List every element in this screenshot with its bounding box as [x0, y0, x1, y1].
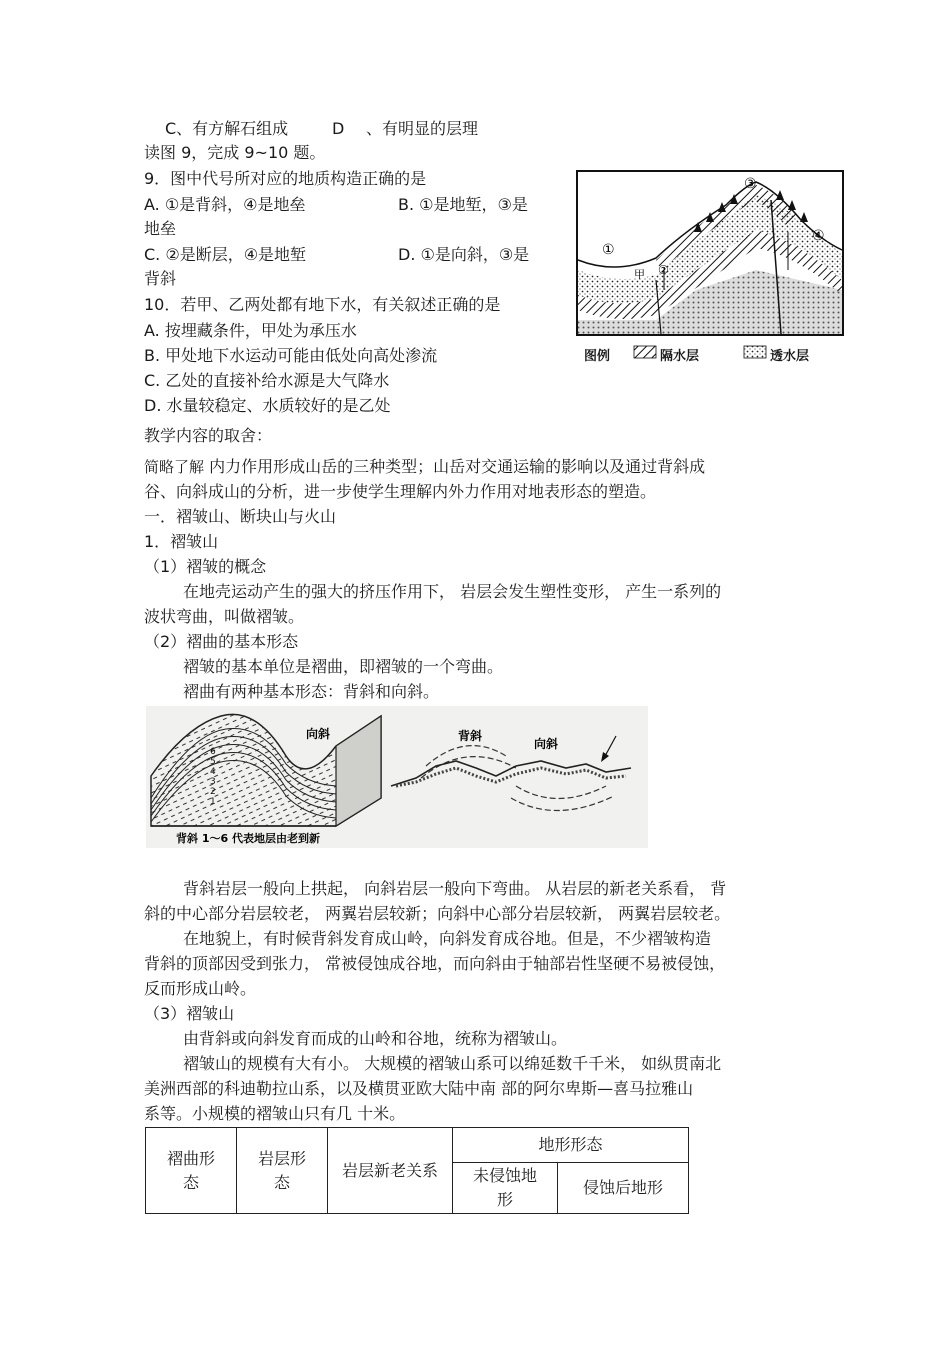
subsection-1-para-line1: 在地壳运动产生的强大的挤压作用下， 岩层会发生塑性变形， 产生一系列的	[183, 582, 722, 601]
layer-number: 5	[210, 757, 216, 767]
prev-option-c: C、有方解石组成	[165, 119, 289, 138]
label-n2: ②	[658, 263, 669, 277]
summary-line1	[144, 456, 705, 478]
layer-number: 2	[210, 787, 216, 797]
fold-comparison-table	[145, 1127, 689, 1214]
subsection-3-para2-line1: 褶皱山的规模有大有小。 大规模的褶皱山系可以绵延数千千米， 如纵贯南北	[183, 1054, 722, 1073]
figure-9-geology-section	[576, 170, 844, 368]
body-p1-line2: 斜的中心部分岩层较老， 两翼岩层较新；向斜中心部分岩层较新， 两翼岩层较老。	[144, 904, 731, 923]
q9-option-d-cont: 背斜	[144, 269, 177, 288]
layer-number: 1	[210, 797, 216, 807]
fold-left-label: 向斜	[306, 727, 331, 741]
subsection-2-para2: 褶曲有两种基本形态：背斜和向斜。	[183, 682, 440, 701]
legend-swatch-impermeable	[634, 346, 656, 358]
subsection-3-para1: 由背斜或向斜发育而成的山岭和谷地，统称为褶皱山。	[183, 1029, 568, 1048]
layer-number: 6	[210, 747, 216, 757]
q10-option-a: A. 按埋藏条件，甲处为承压水	[144, 321, 357, 340]
table-header-fold-form: 褶曲形态	[146, 1128, 237, 1214]
legend-impermeable: 隔水层	[660, 349, 700, 364]
q10-option-d: D. 水量较稳定、水质较好的是乙处	[144, 396, 391, 415]
table-header-uneroded: 未侵蚀地形	[453, 1163, 558, 1214]
table-header-rock-form: 岩层形态	[237, 1128, 328, 1214]
prev-option-d-letter: D	[332, 119, 345, 138]
layer-number: 3	[210, 777, 216, 787]
body-p1-line1: 背斜岩层一般向上拱起， 向斜岩层一般向下弯曲。 从岩层的新老关系看， 背	[183, 879, 727, 898]
subsection-3-para2-line2: 美洲西部的科迪勒拉山系，以及横贯亚欧大陆中南 部的阿尔卑斯—喜马拉雅山	[144, 1079, 694, 1098]
layer-number: 4	[210, 767, 216, 777]
subsection-1-title: （1）褶皱的概念	[144, 557, 267, 576]
q9-option-d: D. ①是向斜，③是	[398, 245, 530, 264]
fold-caption: 背斜 1～6 代表地层由老到新	[176, 832, 320, 845]
label-n3: ③	[744, 176, 757, 192]
subsection-2-title: （2）褶曲的基本形态	[144, 632, 299, 651]
question-intro: 读图 9，完成 9~10 题。	[144, 143, 326, 162]
subsection-2-para1: 褶皱的基本单位是褶曲，即褶皱的一个弯曲。	[183, 657, 504, 676]
fold-diagram-drawing	[146, 706, 648, 848]
summary-line2: 谷、向斜成山的分析，进一步使学生理解内外力作用对地表形态的塑造。	[144, 482, 657, 501]
q9-option-b: B. ①是地堑，③是	[398, 195, 528, 214]
legend-title: 图例	[584, 349, 611, 364]
heading-1: 一．褶皱山、断块山与火山	[144, 507, 337, 526]
label-jia: 甲	[634, 268, 645, 281]
subsection-1-para-line2: 波状弯曲，叫做褶皱。	[144, 607, 305, 626]
summary-text: 内力作用形成山岳的三种类型；山岳对交通运输的影响以及通过背斜成	[204, 457, 706, 476]
q9-stem: 9．图中代号所对应的地质构造正确的是	[144, 169, 427, 188]
summary-prefix: 简略了解	[144, 458, 205, 476]
geology-section-drawing	[576, 170, 844, 368]
q9-option-b-cont: 地垒	[144, 219, 177, 238]
q10-option-c: C. 乙处的直接补给水源是大气降水	[144, 371, 390, 390]
table-header-eroded: 侵蚀后地形	[558, 1163, 689, 1214]
table-header-landform: 地形形态	[453, 1128, 689, 1163]
section-heading: 教学内容的取舍：	[144, 426, 273, 445]
fold-right-label-syncline: 向斜	[534, 737, 559, 751]
fold-diagram	[146, 706, 648, 848]
legend-swatch-permeable	[744, 346, 766, 358]
prev-option-d-text: 、有明显的层理	[366, 119, 479, 138]
table-header-rock-age: 岩层新老关系	[328, 1128, 453, 1214]
subsection-3-para2-line3: 系等。小规模的褶皱山只有几 十米。	[144, 1104, 406, 1123]
body-p2-line1: 在地貌上，有时候背斜发育成山岭，向斜发育成谷地。但是，不少褶皱构造	[183, 929, 712, 948]
label-n4: ④	[812, 228, 825, 244]
q10-stem: 10．若甲、乙两处都有地下水，有关叙述正确的是	[144, 295, 501, 314]
q9-option-c: C. ②是断层，④是地堑	[144, 245, 307, 264]
body-p2-line2: 背斜的顶部因受到张力， 常被侵蚀成谷地，而向斜由于轴部岩性坚硬不易被侵蚀，	[144, 954, 726, 973]
body-p2-line3: 反而形成山岭。	[144, 979, 257, 998]
heading-2: 1．褶皱山	[144, 532, 219, 551]
q9-option-a: A. ①是背斜，④是地垒	[144, 195, 306, 214]
subsection-3-title: （3）褶皱山	[144, 1004, 235, 1023]
q10-option-b: B. 甲处地下水运动可能由低处向高处渗流	[144, 346, 438, 365]
label-n1: ①	[602, 242, 615, 258]
legend-permeable: 透水层	[770, 349, 810, 364]
fold-right-label-anticline: 背斜	[458, 729, 483, 743]
